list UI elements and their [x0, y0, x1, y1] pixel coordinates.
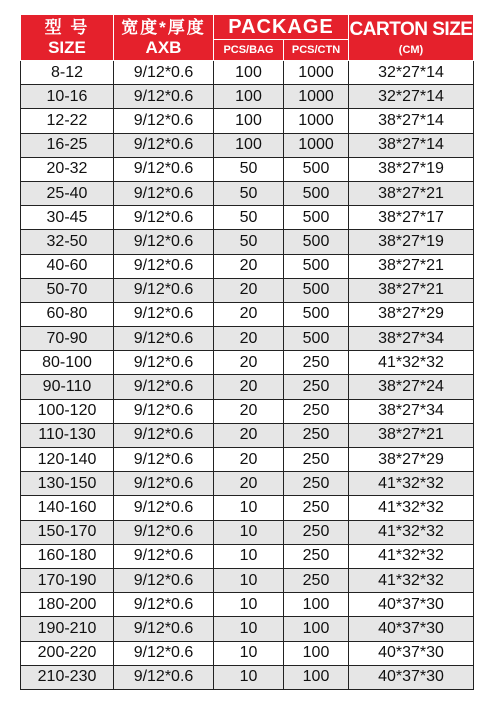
cell-axb: 9/12*0.6 — [114, 327, 214, 351]
size-spec-table — [20, 14, 474, 690]
cell-carton-size: 38*27*34 — [349, 399, 474, 423]
table-row — [21, 448, 474, 472]
table-row — [21, 399, 474, 423]
cell-axb: 9/12*0.6 — [114, 399, 214, 423]
cell-pcs-ctn: 500 — [284, 278, 349, 302]
col-header-axb-cn: 宽度*厚度 — [121, 18, 206, 37]
table-row — [21, 254, 474, 278]
cell-carton-size: 38*27*21 — [349, 278, 474, 302]
table-row — [21, 472, 474, 496]
cell-axb: 9/12*0.6 — [114, 351, 214, 375]
cell-carton-size: 38*27*24 — [349, 375, 474, 399]
cell-size: 100-120 — [21, 399, 114, 423]
cell-pcs-bag: 10 — [214, 544, 284, 568]
cell-pcs-bag: 10 — [214, 496, 284, 520]
cell-pcs-bag: 20 — [214, 472, 284, 496]
cell-pcs-bag: 10 — [214, 593, 284, 617]
table-row — [21, 568, 474, 592]
cell-axb: 9/12*0.6 — [114, 375, 214, 399]
cell-axb: 9/12*0.6 — [114, 109, 214, 133]
cell-axb: 9/12*0.6 — [114, 593, 214, 617]
cell-pcs-ctn: 250 — [284, 448, 349, 472]
col-header-carton — [349, 15, 474, 61]
cell-pcs-ctn: 500 — [284, 230, 349, 254]
cell-size: 170-190 — [21, 568, 114, 592]
cell-carton-size: 38*27*14 — [349, 133, 474, 157]
cell-carton-size: 38*27*17 — [349, 206, 474, 230]
cell-size: 25-40 — [21, 181, 114, 205]
cell-pcs-bag: 10 — [214, 520, 284, 544]
cell-axb: 9/12*0.6 — [114, 472, 214, 496]
cell-carton-size: 41*32*32 — [349, 568, 474, 592]
cell-pcs-ctn: 100 — [284, 617, 349, 641]
cell-pcs-bag: 20 — [214, 448, 284, 472]
cell-carton-size: 41*32*32 — [349, 520, 474, 544]
cell-carton-size: 38*27*29 — [349, 448, 474, 472]
table-row — [21, 496, 474, 520]
cell-pcs-bag: 100 — [214, 61, 284, 85]
col-header-size-en: SIZE — [48, 38, 86, 57]
cell-size: 16-25 — [21, 133, 114, 157]
cell-pcs-bag: 10 — [214, 568, 284, 592]
cell-pcs-bag: 20 — [214, 278, 284, 302]
table-row — [21, 181, 474, 205]
cell-pcs-ctn: 250 — [284, 568, 349, 592]
col-header-size — [21, 15, 114, 61]
col-header-pcs-bag: PCS/BAG — [214, 40, 284, 61]
col-header-axb-en: AXB — [145, 38, 182, 57]
col-header-size-cn: 型 号 — [44, 18, 90, 37]
cell-carton-size: 41*32*32 — [349, 351, 474, 375]
cell-pcs-ctn: 250 — [284, 423, 349, 447]
table-row — [21, 109, 474, 133]
table-row — [21, 61, 474, 85]
cell-size: 32-50 — [21, 230, 114, 254]
cell-pcs-ctn: 100 — [284, 641, 349, 665]
cell-size: 210-230 — [21, 665, 114, 689]
cell-pcs-bag: 50 — [214, 181, 284, 205]
size-spec-sheet — [20, 14, 473, 690]
col-header-carton-unit: (CM) — [398, 43, 424, 56]
cell-axb: 9/12*0.6 — [114, 568, 214, 592]
cell-axb: 9/12*0.6 — [114, 157, 214, 181]
table-row — [21, 617, 474, 641]
cell-size: 60-80 — [21, 302, 114, 326]
table-body — [21, 61, 474, 690]
cell-pcs-bag: 10 — [214, 641, 284, 665]
cell-pcs-ctn: 250 — [284, 496, 349, 520]
cell-size: 70-90 — [21, 327, 114, 351]
cell-axb: 9/12*0.6 — [114, 641, 214, 665]
cell-pcs-ctn: 250 — [284, 472, 349, 496]
cell-carton-size: 38*27*14 — [349, 109, 474, 133]
table-row — [21, 665, 474, 689]
cell-pcs-bag: 10 — [214, 617, 284, 641]
cell-size: 8-12 — [21, 61, 114, 85]
table-row — [21, 544, 474, 568]
cell-pcs-bag: 50 — [214, 157, 284, 181]
cell-pcs-ctn: 500 — [284, 302, 349, 326]
cell-axb: 9/12*0.6 — [114, 665, 214, 689]
table-row — [21, 593, 474, 617]
cell-carton-size: 40*37*30 — [349, 617, 474, 641]
cell-pcs-ctn: 500 — [284, 181, 349, 205]
table-row — [21, 157, 474, 181]
cell-size: 190-210 — [21, 617, 114, 641]
cell-pcs-ctn: 250 — [284, 520, 349, 544]
cell-size: 140-160 — [21, 496, 114, 520]
cell-carton-size: 40*37*30 — [349, 665, 474, 689]
table-row — [21, 520, 474, 544]
cell-carton-size: 38*27*19 — [349, 230, 474, 254]
cell-pcs-bag: 100 — [214, 133, 284, 157]
cell-axb: 9/12*0.6 — [114, 85, 214, 109]
cell-pcs-bag: 20 — [214, 375, 284, 399]
cell-axb: 9/12*0.6 — [114, 423, 214, 447]
cell-pcs-bag: 20 — [214, 254, 284, 278]
cell-carton-size: 38*27*19 — [349, 157, 474, 181]
cell-pcs-ctn: 250 — [284, 399, 349, 423]
cell-axb: 9/12*0.6 — [114, 61, 214, 85]
cell-carton-size: 38*27*21 — [349, 423, 474, 447]
cell-axb: 9/12*0.6 — [114, 496, 214, 520]
table-row — [21, 641, 474, 665]
cell-carton-size: 41*32*32 — [349, 544, 474, 568]
cell-pcs-ctn: 100 — [284, 665, 349, 689]
cell-pcs-ctn: 1000 — [284, 133, 349, 157]
cell-axb: 9/12*0.6 — [114, 617, 214, 641]
cell-size: 50-70 — [21, 278, 114, 302]
cell-size: 200-220 — [21, 641, 114, 665]
table-row — [21, 327, 474, 351]
cell-pcs-ctn: 500 — [284, 157, 349, 181]
table-row — [21, 375, 474, 399]
col-header-package: PACKAGE — [214, 15, 349, 40]
table-row — [21, 85, 474, 109]
cell-pcs-ctn: 1000 — [284, 61, 349, 85]
cell-size: 10-16 — [21, 85, 114, 109]
col-header-carton-label: CARTON SIZE — [349, 18, 473, 40]
cell-size: 40-60 — [21, 254, 114, 278]
cell-carton-size: 40*37*30 — [349, 641, 474, 665]
cell-pcs-bag: 20 — [214, 423, 284, 447]
cell-size: 130-150 — [21, 472, 114, 496]
cell-pcs-bag: 10 — [214, 665, 284, 689]
table-row — [21, 351, 474, 375]
cell-axb: 9/12*0.6 — [114, 181, 214, 205]
cell-pcs-bag: 100 — [214, 109, 284, 133]
cell-pcs-ctn: 250 — [284, 351, 349, 375]
cell-carton-size: 41*32*32 — [349, 496, 474, 520]
table-row — [21, 278, 474, 302]
cell-size: 110-130 — [21, 423, 114, 447]
table-row — [21, 302, 474, 326]
cell-pcs-bag: 50 — [214, 230, 284, 254]
table-row — [21, 423, 474, 447]
cell-size: 120-140 — [21, 448, 114, 472]
cell-pcs-ctn: 1000 — [284, 109, 349, 133]
cell-axb: 9/12*0.6 — [114, 254, 214, 278]
cell-carton-size: 38*27*21 — [349, 181, 474, 205]
cell-size: 160-180 — [21, 544, 114, 568]
cell-carton-size: 38*27*34 — [349, 327, 474, 351]
cell-pcs-bag: 50 — [214, 206, 284, 230]
cell-pcs-ctn: 500 — [284, 206, 349, 230]
cell-size: 12-22 — [21, 109, 114, 133]
cell-pcs-ctn: 500 — [284, 254, 349, 278]
cell-pcs-ctn: 100 — [284, 593, 349, 617]
cell-pcs-ctn: 1000 — [284, 85, 349, 109]
cell-pcs-ctn: 250 — [284, 544, 349, 568]
cell-carton-size: 32*27*14 — [349, 61, 474, 85]
cell-pcs-ctn: 500 — [284, 327, 349, 351]
cell-pcs-bag: 20 — [214, 302, 284, 326]
cell-axb: 9/12*0.6 — [114, 206, 214, 230]
cell-carton-size: 32*27*14 — [349, 85, 474, 109]
cell-size: 80-100 — [21, 351, 114, 375]
col-header-pcs-ctn: PCS/CTN — [284, 40, 349, 61]
cell-axb: 9/12*0.6 — [114, 544, 214, 568]
cell-axb: 9/12*0.6 — [114, 302, 214, 326]
cell-axb: 9/12*0.6 — [114, 230, 214, 254]
table-row — [21, 206, 474, 230]
cell-axb: 9/12*0.6 — [114, 278, 214, 302]
cell-carton-size: 38*27*29 — [349, 302, 474, 326]
cell-size: 90-110 — [21, 375, 114, 399]
cell-axb: 9/12*0.6 — [114, 448, 214, 472]
cell-carton-size: 40*37*30 — [349, 593, 474, 617]
cell-axb: 9/12*0.6 — [114, 520, 214, 544]
cell-size: 150-170 — [21, 520, 114, 544]
cell-carton-size: 38*27*21 — [349, 254, 474, 278]
cell-pcs-bag: 20 — [214, 327, 284, 351]
table-row — [21, 230, 474, 254]
cell-pcs-bag: 20 — [214, 351, 284, 375]
cell-pcs-ctn: 250 — [284, 375, 349, 399]
table-header — [21, 15, 474, 61]
cell-carton-size: 41*32*32 — [349, 472, 474, 496]
cell-pcs-bag: 100 — [214, 85, 284, 109]
cell-size: 180-200 — [21, 593, 114, 617]
cell-size: 20-32 — [21, 157, 114, 181]
cell-pcs-bag: 20 — [214, 399, 284, 423]
col-header-axb — [114, 15, 214, 61]
cell-axb: 9/12*0.6 — [114, 133, 214, 157]
table-row — [21, 133, 474, 157]
cell-size: 30-45 — [21, 206, 114, 230]
